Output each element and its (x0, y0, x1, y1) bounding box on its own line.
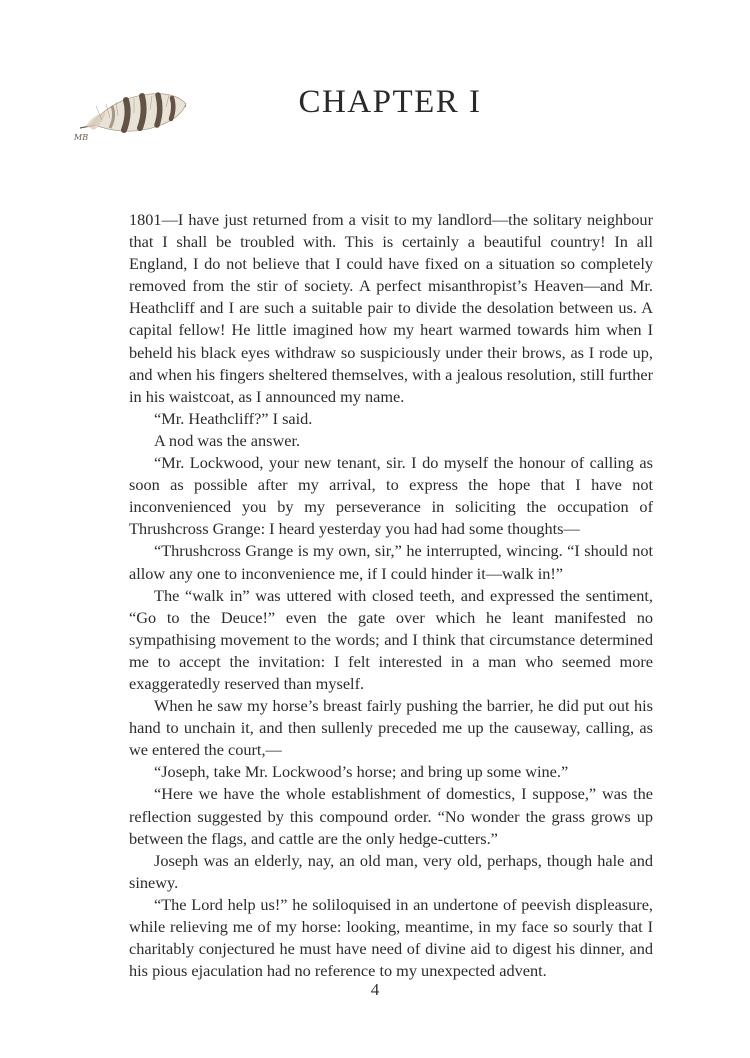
paragraph: “The Lord help us!” he soliloquised in an undertone of peevish displeasure, while relieving me of my horse: looking, meantime, in my face so sourly that I charitably conjectured he must have need of divine aid to digest his dinner, and his pious ejaculation had no reference to my unexpected advent. (129, 894, 653, 981)
feather-initials: MB (74, 133, 89, 142)
chapter-body (129, 209, 653, 982)
paragraph: When he saw my horse’s breast fairly pushing the barrier, he did put out his hand to unchain it, and then sullenly preceded me up the causeway, calling, as we entered the court,— (129, 696, 653, 760)
paragraph: “Mr. Heathcliff?” I said. (154, 408, 313, 428)
paragraph: 1801—I have just returned from a visit to my landlord—the solitary neighbour that I shall be troubled with. This is certainly a beautiful country! In all England, I do not believe that I could have fixed on a situation so completely removed from the stir of society. A perfect misanthropist’s Heaven—and Mr. Heathcliff and I are such a suitable pair to divide the desolation between us. A capital fellow! He little imagined how my heart warmed towards him when I beheld his black eyes withdraw so suspiciously under their brows, as I rode up, and when his fingers sheltered themselves, with a jealous resolution, still further in his waistcoat, as I announced my name. (129, 210, 653, 406)
paragraph: The “walk in” was uttered with closed teeth, and expressed the sentiment, “Go to the Deuce!” even the gate over which he leant manifested no sympathising movement to the words; and I think that circumstance determined me to accept the invitation: I felt interested in a man who seemed more exaggeratedly reserved than myself. (129, 585, 653, 693)
paragraph: A nod was the answer. (154, 430, 301, 450)
chapter-title: CHAPTER I (298, 84, 482, 120)
paragraph: “Thrushcross Grange is my own, sir,” he interrupted, wincing. “I should not allow any one to inconvenience me, if I could hinder it—walk in!” (129, 541, 653, 583)
paragraph: Joseph was an elderly, nay, an old man, very old, perhaps, though hale and sinewy. (129, 850, 653, 892)
feather-illustration (72, 84, 190, 142)
page-number: 4 (370, 980, 380, 999)
feather-icon (72, 84, 190, 142)
paragraph: “Mr. Lockwood, your new tenant, sir. I do myself the honour of calling as soon as possible after my arrival, to express the hope that I have not inconvenienced you by my perseverance in soliciting the occupation of Thrushcross Grange: I heard yesterday you had had some thoughts— (129, 453, 653, 539)
paragraph: “Joseph, take Mr. Lockwood’s horse; and bring up some wine.” (154, 762, 569, 782)
paragraph: “Here we have the whole establishment of domestics, I suppose,” was the reflection suggested by this compound order. “No wonder the grass grows up between the flags, and cattle are the only hedge-cutters.” (129, 784, 653, 848)
